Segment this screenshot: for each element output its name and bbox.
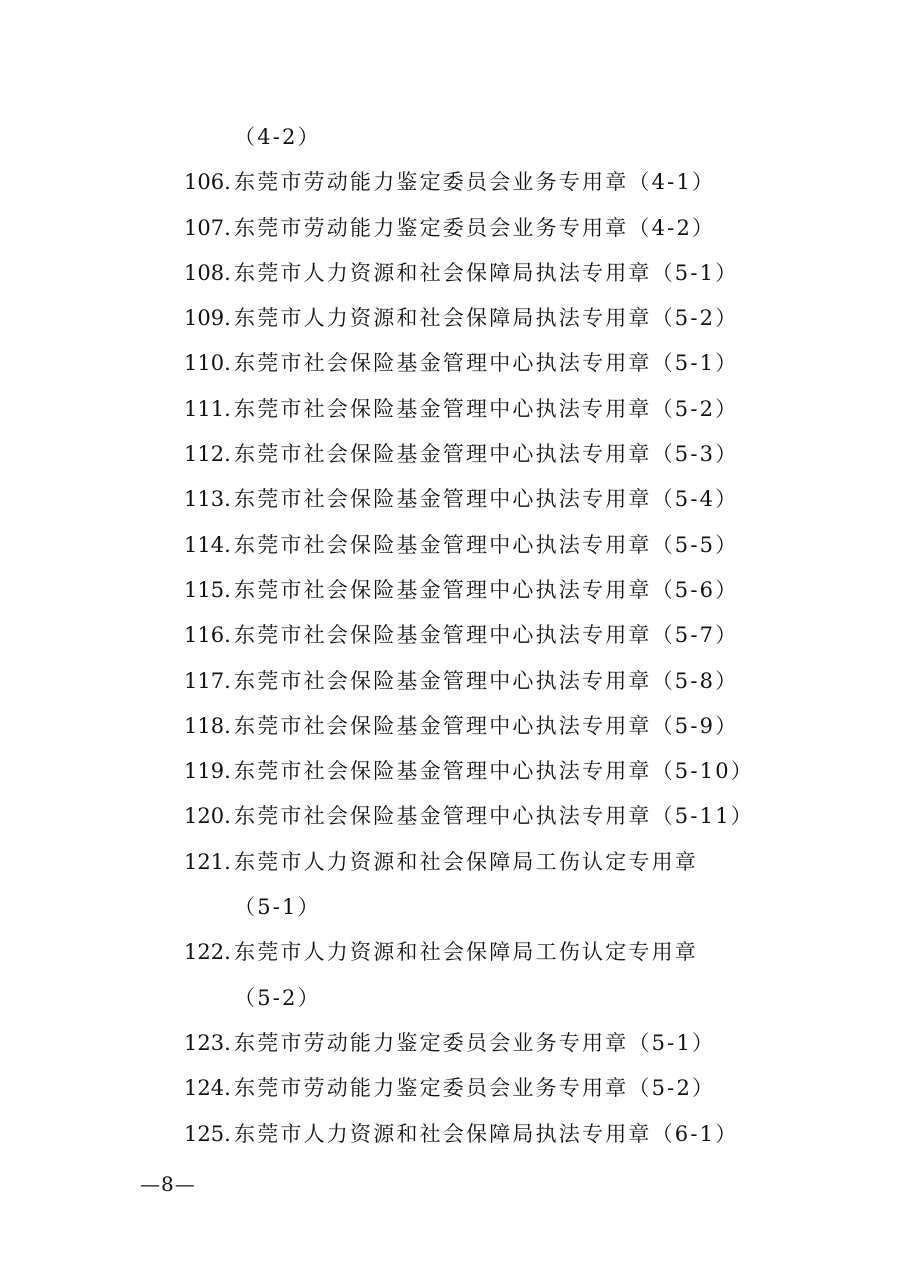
item-number: 121. bbox=[184, 849, 231, 874]
item-number: 110. bbox=[184, 351, 231, 376]
list-item-continuation bbox=[184, 885, 824, 930]
item-text: 东莞市人力资源和社会保障局工伤认定专用章 bbox=[234, 849, 698, 874]
item-number: 120. bbox=[184, 804, 231, 829]
list-item bbox=[184, 659, 824, 704]
list-item bbox=[184, 568, 824, 613]
item-text: 东莞市社会保险基金管理中心执法专用章（5-6） bbox=[234, 577, 739, 602]
list-item-continuation bbox=[184, 976, 824, 1021]
list-item bbox=[184, 251, 824, 296]
list-item bbox=[184, 1021, 824, 1066]
list-item bbox=[184, 387, 824, 432]
item-text: 东莞市社会保险基金管理中心执法专用章（5-10） bbox=[234, 759, 754, 784]
item-number: 119. bbox=[184, 759, 231, 784]
item-text: 东莞市人力资源和社会保障局工伤认定专用章 bbox=[234, 940, 698, 965]
item-number: 113. bbox=[184, 487, 231, 512]
item-text-continuation: （5-2） bbox=[234, 985, 321, 1010]
item-text: 东莞市社会保险基金管理中心执法专用章（5-9） bbox=[234, 713, 739, 738]
item-text: 东莞市社会保险基金管理中心执法专用章（5-4） bbox=[234, 487, 739, 512]
item-text: 东莞市社会保险基金管理中心执法专用章（5-7） bbox=[234, 623, 739, 648]
list-item bbox=[184, 523, 824, 568]
item-number: 116. bbox=[184, 623, 231, 648]
item-text-continuation: （5-1） bbox=[234, 895, 321, 920]
item-number: 124. bbox=[184, 1076, 231, 1101]
item-text: 东莞市劳动能力鉴定委员会业务专用章（5-2） bbox=[234, 1076, 716, 1101]
list-item bbox=[184, 1066, 824, 1111]
item-number: 111. bbox=[184, 396, 231, 421]
seal-list bbox=[184, 115, 824, 1157]
list-item bbox=[184, 477, 824, 522]
page-number: —8— bbox=[140, 1172, 196, 1196]
item-number: 125. bbox=[184, 1121, 231, 1146]
item-text: 东莞市社会保险基金管理中心执法专用章（5-1） bbox=[234, 351, 739, 376]
list-item bbox=[184, 704, 824, 749]
list-item-continuation bbox=[184, 115, 824, 160]
list-item bbox=[184, 613, 824, 658]
list-item bbox=[184, 1112, 824, 1157]
item-number: 112. bbox=[184, 442, 231, 467]
item-number: 115. bbox=[184, 577, 231, 602]
item-number: 109. bbox=[184, 306, 231, 331]
item-text: 东莞市社会保险基金管理中心执法专用章（5-11） bbox=[234, 804, 754, 829]
item-text: 东莞市人力资源和社会保障局执法专用章（6-1） bbox=[234, 1121, 739, 1146]
list-item bbox=[184, 341, 824, 386]
item-number: 106. bbox=[184, 170, 231, 195]
item-text: 东莞市社会保险基金管理中心执法专用章（5-5） bbox=[234, 532, 739, 557]
item-text: 东莞市劳动能力鉴定委员会业务专用章（5-1） bbox=[234, 1030, 716, 1055]
item-number: 123. bbox=[184, 1030, 231, 1055]
continuation-text: （4-2） bbox=[234, 125, 321, 149]
list-item bbox=[184, 296, 824, 341]
list-item bbox=[184, 930, 824, 975]
item-number: 108. bbox=[184, 260, 231, 285]
list-item bbox=[184, 749, 824, 794]
list-item bbox=[184, 840, 824, 885]
list-item bbox=[184, 206, 824, 251]
list-item bbox=[184, 794, 824, 839]
item-text: 东莞市社会保险基金管理中心执法专用章（5-8） bbox=[234, 668, 739, 693]
item-number: 114. bbox=[184, 532, 231, 557]
item-text: 东莞市社会保险基金管理中心执法专用章（5-2） bbox=[234, 396, 739, 421]
list-item bbox=[184, 160, 824, 205]
item-number: 117. bbox=[184, 668, 231, 693]
item-text: 东莞市人力资源和社会保障局执法专用章（5-2） bbox=[234, 306, 739, 331]
item-text: 东莞市人力资源和社会保障局执法专用章（5-1） bbox=[234, 260, 739, 285]
item-number: 122. bbox=[184, 940, 231, 965]
item-number: 107. bbox=[184, 215, 231, 240]
item-text: 东莞市劳动能力鉴定委员会业务专用章（4-2） bbox=[234, 215, 716, 240]
list-item bbox=[184, 432, 824, 477]
item-number: 118. bbox=[184, 713, 231, 738]
item-text: 东莞市劳动能力鉴定委员会业务专用章（4-1） bbox=[234, 170, 716, 195]
item-text: 东莞市社会保险基金管理中心执法专用章（5-3） bbox=[234, 442, 739, 467]
